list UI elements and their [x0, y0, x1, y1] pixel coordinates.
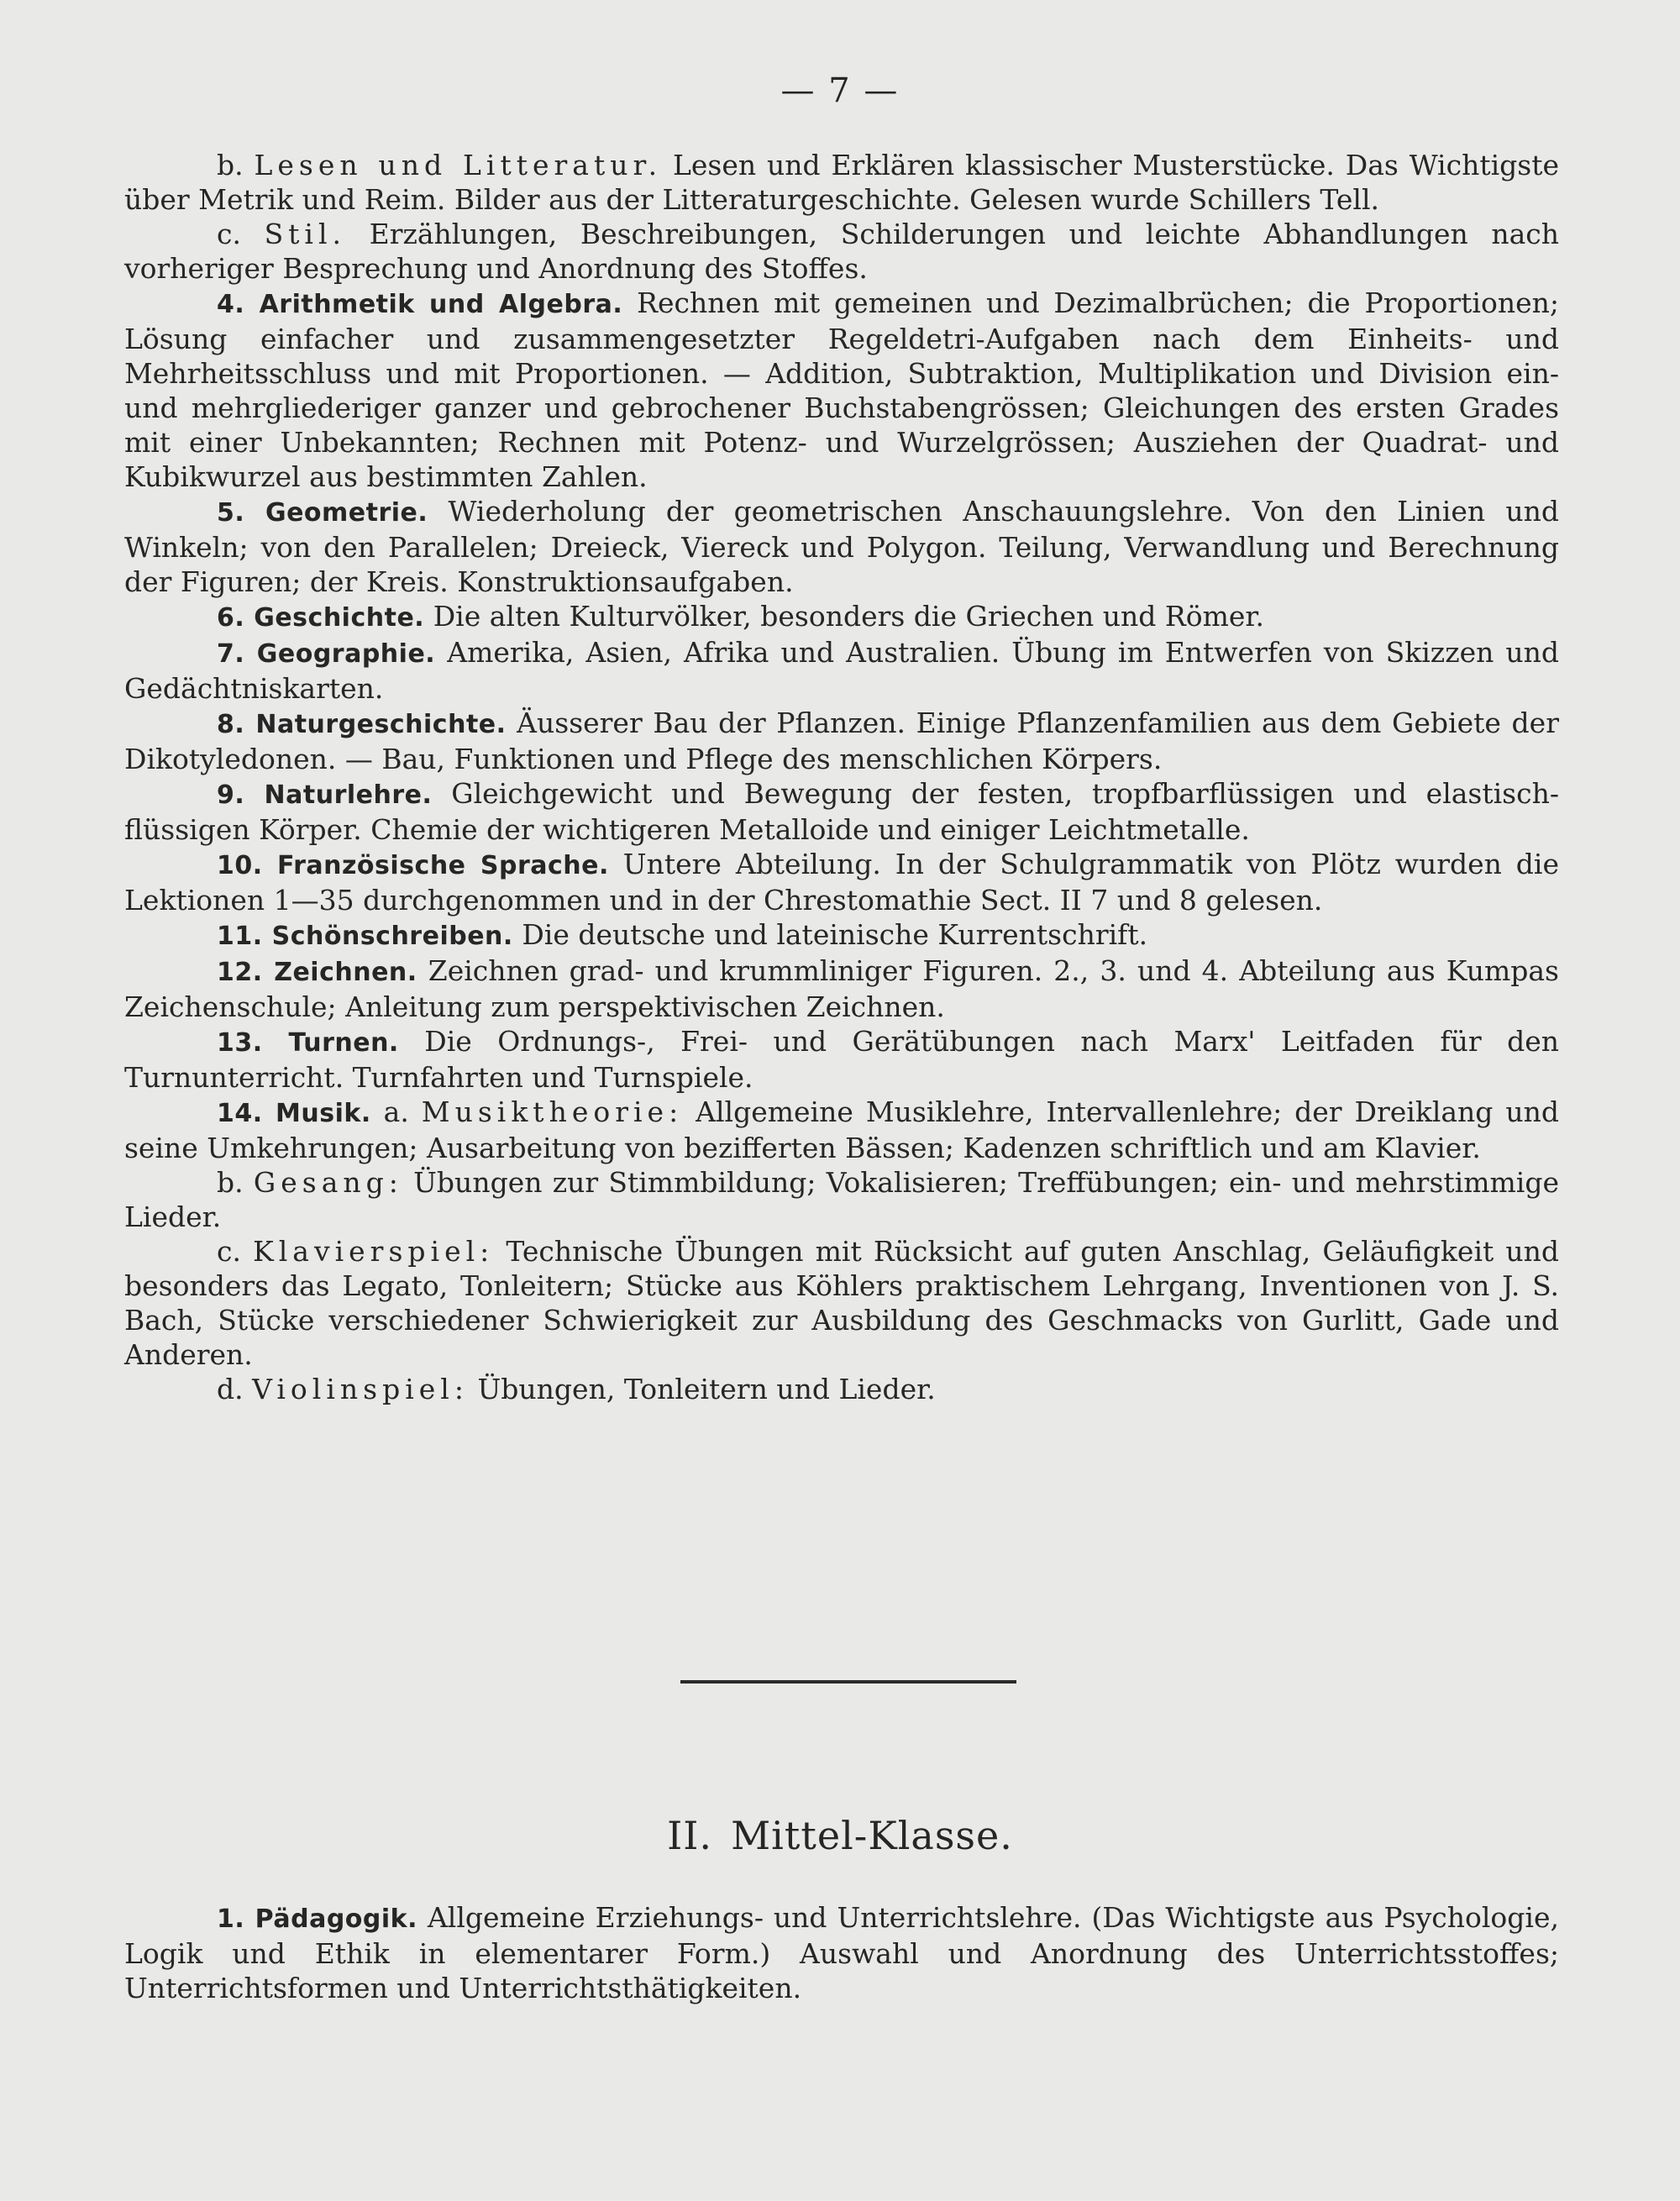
paragraph-geschichte	[124, 599, 1559, 635]
subject-heading: 4. Arithmetik und Algebra.	[217, 290, 623, 319]
paragraph-text: Übungen zur Stimmbildung; Vokalisieren; Treffübungen; ein- und mehrstimmige Lieder.	[124, 1166, 1559, 1233]
item-label: b.	[217, 149, 244, 181]
main-text-block	[124, 148, 1559, 1406]
paragraph-text: Lesen und Erklären klassischer Musterstücke. Das Wichtigste über Metrik und Reim. Bilder aus der Litteraturgeschichte. Gelesen wurde Schillers Tell.	[124, 149, 1559, 216]
paragraph-naturgeschichte	[124, 706, 1559, 776]
paragraph-violinspiel	[124, 1372, 1559, 1406]
subject-heading: 1. Pädagogik.	[217, 1904, 418, 1934]
paragraph-naturlehre	[124, 776, 1559, 847]
subject-spaced: Violinspiel:	[252, 1373, 469, 1405]
item-label: c.	[217, 1235, 241, 1268]
section-title	[0, 1813, 1680, 1858]
item-label: d.	[217, 1373, 244, 1405]
paragraph-text: Untere Abteilung. In der Schulgrammatik von Plötz wurden die Lektionen 1—35 durchgenommen und in der Chrestomathie Sect. II 7 und 8 gelesen.	[124, 848, 1560, 917]
paragraph-arithmetik	[124, 286, 1559, 494]
paragraph-text: Technische Übungen mit Rücksicht auf guten Anschlag, Geläufigkeit und besonders das Legato, Tonleitern; Stücke aus Köhlers praktischem Lehrgang, Inventionen von J. S. Bach, Stücke verschiedener Schwierigkeit zur Ausbildung des Geschmacks von Gurlitt, Gade und Anderen.	[124, 1235, 1559, 1371]
page-number: — 7 —	[780, 71, 900, 110]
subject-heading: 9. Naturlehre.	[217, 780, 433, 810]
paragraph-text: Die deutsche und lateinische Kurrentschrift.	[522, 918, 1148, 951]
paragraph-text: Die alten Kulturvölker, besonders die Griechen und Römer.	[433, 600, 1265, 633]
subject-spaced: Gesang:	[253, 1166, 403, 1199]
section-number: II.	[667, 1813, 713, 1858]
paragraph-zeichnen	[124, 953, 1559, 1024]
paragraph-text: Übungen, Tonleitern und Lieder.	[477, 1373, 936, 1405]
paragraph-stil	[124, 217, 1559, 286]
subject-spaced: Klavierspiel:	[253, 1235, 495, 1268]
paragraph-text: Äusserer Bau der Pflanzen. Einige Pflanzenfamilien aus dem Gebiete der Dikotyledonen. — Bau, Funktionen und Pflege des menschlichen Körpers.	[124, 707, 1559, 775]
section-name: Mittel-Klasse.	[731, 1813, 1013, 1858]
paragraph-turnen	[124, 1024, 1559, 1095]
paragraph-lesen-litteratur	[124, 148, 1559, 217]
subject-heading: 13. Turnen.	[217, 1028, 399, 1058]
paragraph-text: Zeichnen grad- und krummliniger Figuren. 2., 3. und 4. Abteilung aus Kumpas Zeichenschule; Anleitung zum perspektivischen Zeichnen.	[124, 954, 1559, 1023]
item-label: b.	[217, 1166, 244, 1199]
section-text-block	[124, 1900, 1559, 2005]
paragraph-text: Allgemeine Erziehungs- und Unterrichtslehre. (Das Wichtigste aus Psychologie, Logik und Ethik in elementarer Form.) Auswahl und Anordnung des Unterrichtsstoffes; Unterrichtsformen und Unterrichtsthätigkeiten.	[124, 1901, 1559, 2004]
paragraph-schoenschreiben	[124, 917, 1559, 953]
paragraph-geometrie	[124, 494, 1559, 599]
paragraph-franzoesisch	[124, 847, 1559, 917]
paragraph-text: Rechnen mit gemeinen und Dezimalbrüchen; die Proportionen; Lösung einfacher und zusammengesetzter Regeldetri-Aufgaben nach dem Einheits- und Mehrheitsschluss und mit Proportionen. — Addition, Subtraktion, Multiplikation und Division ein- und mehrgliederiger ganzer und gebrochener Buchstabengrössen; Gleichungen des ersten Grades mit einer Unbekannten; Rechnen mit Potenz- und Wurzelgrössen; Ausziehen der Quadrat- und Kubikwurzel aus bestimmten Zahlen.	[124, 286, 1559, 493]
subject-heading: 11. Schönschreiben.	[217, 922, 513, 951]
subject-heading: 6. Geschichte.	[217, 603, 425, 633]
paragraph-text: Die Ordnungs-, Frei- und Gerätübungen nach Marx' Leitfaden für den Turnunterricht. Turnfahrten und Turnspiele.	[124, 1025, 1559, 1094]
subject-heading: 14. Musik.	[217, 1099, 371, 1128]
paragraph-musik	[124, 1095, 1559, 1165]
paragraph-text: Gleichgewicht und Bewegung der festen, tropfbarflüssigen und elastisch-flüssigen Körper. Chemie der wichtigeren Metalloide und einiger Leichtmetalle.	[124, 777, 1559, 846]
paragraph-gesang	[124, 1165, 1559, 1234]
subject-spaced: Stil.	[264, 218, 347, 250]
subject-spaced: Musiktheorie:	[421, 1095, 684, 1128]
item-label: a.	[383, 1095, 409, 1128]
item-label: c.	[217, 218, 241, 250]
paragraph-text: Erzählungen, Beschreibungen, Schilderungen und leichte Abhandlungen nach vorheriger Besprechung und Anordnung des Stoffes.	[124, 218, 1559, 285]
section-divider	[680, 1680, 1016, 1684]
subject-heading: 7. Geographie.	[217, 639, 436, 669]
subject-heading: 10. Französische Sprache.	[217, 851, 609, 880]
subject-heading: 12. Zeichnen.	[217, 958, 417, 987]
paragraph-text: Allgemeine Musiklehre, Intervallenlehre; der Dreiklang und seine Umkehrungen; Ausarbeitung von bezifferten Bässen; Kadenzen schriftlich und am Klavier.	[124, 1095, 1559, 1164]
paragraph-text: Wiederholung der geometrischen Anschauungslehre. Von den Linien und Winkeln; von den Parallelen; Dreieck, Viereck und Polygon. Teilung, Verwandlung und Berechnung der Figuren; der Kreis. Konstruktionsaufgaben.	[124, 495, 1559, 598]
subject-spaced: Lesen und Litteratur.	[254, 149, 663, 181]
paragraph-klavierspiel	[124, 1234, 1559, 1372]
paragraph-text: Amerika, Asien, Afrika und Australien. Übung im Entwerfen von Skizzen und Gedächtniskarten.	[124, 636, 1560, 705]
paragraph-paedagogik	[124, 1900, 1559, 2005]
paragraph-geographie	[124, 635, 1559, 706]
subject-heading: 8. Naturgeschichte.	[217, 710, 507, 739]
subject-heading: 5. Geometrie.	[217, 498, 428, 528]
